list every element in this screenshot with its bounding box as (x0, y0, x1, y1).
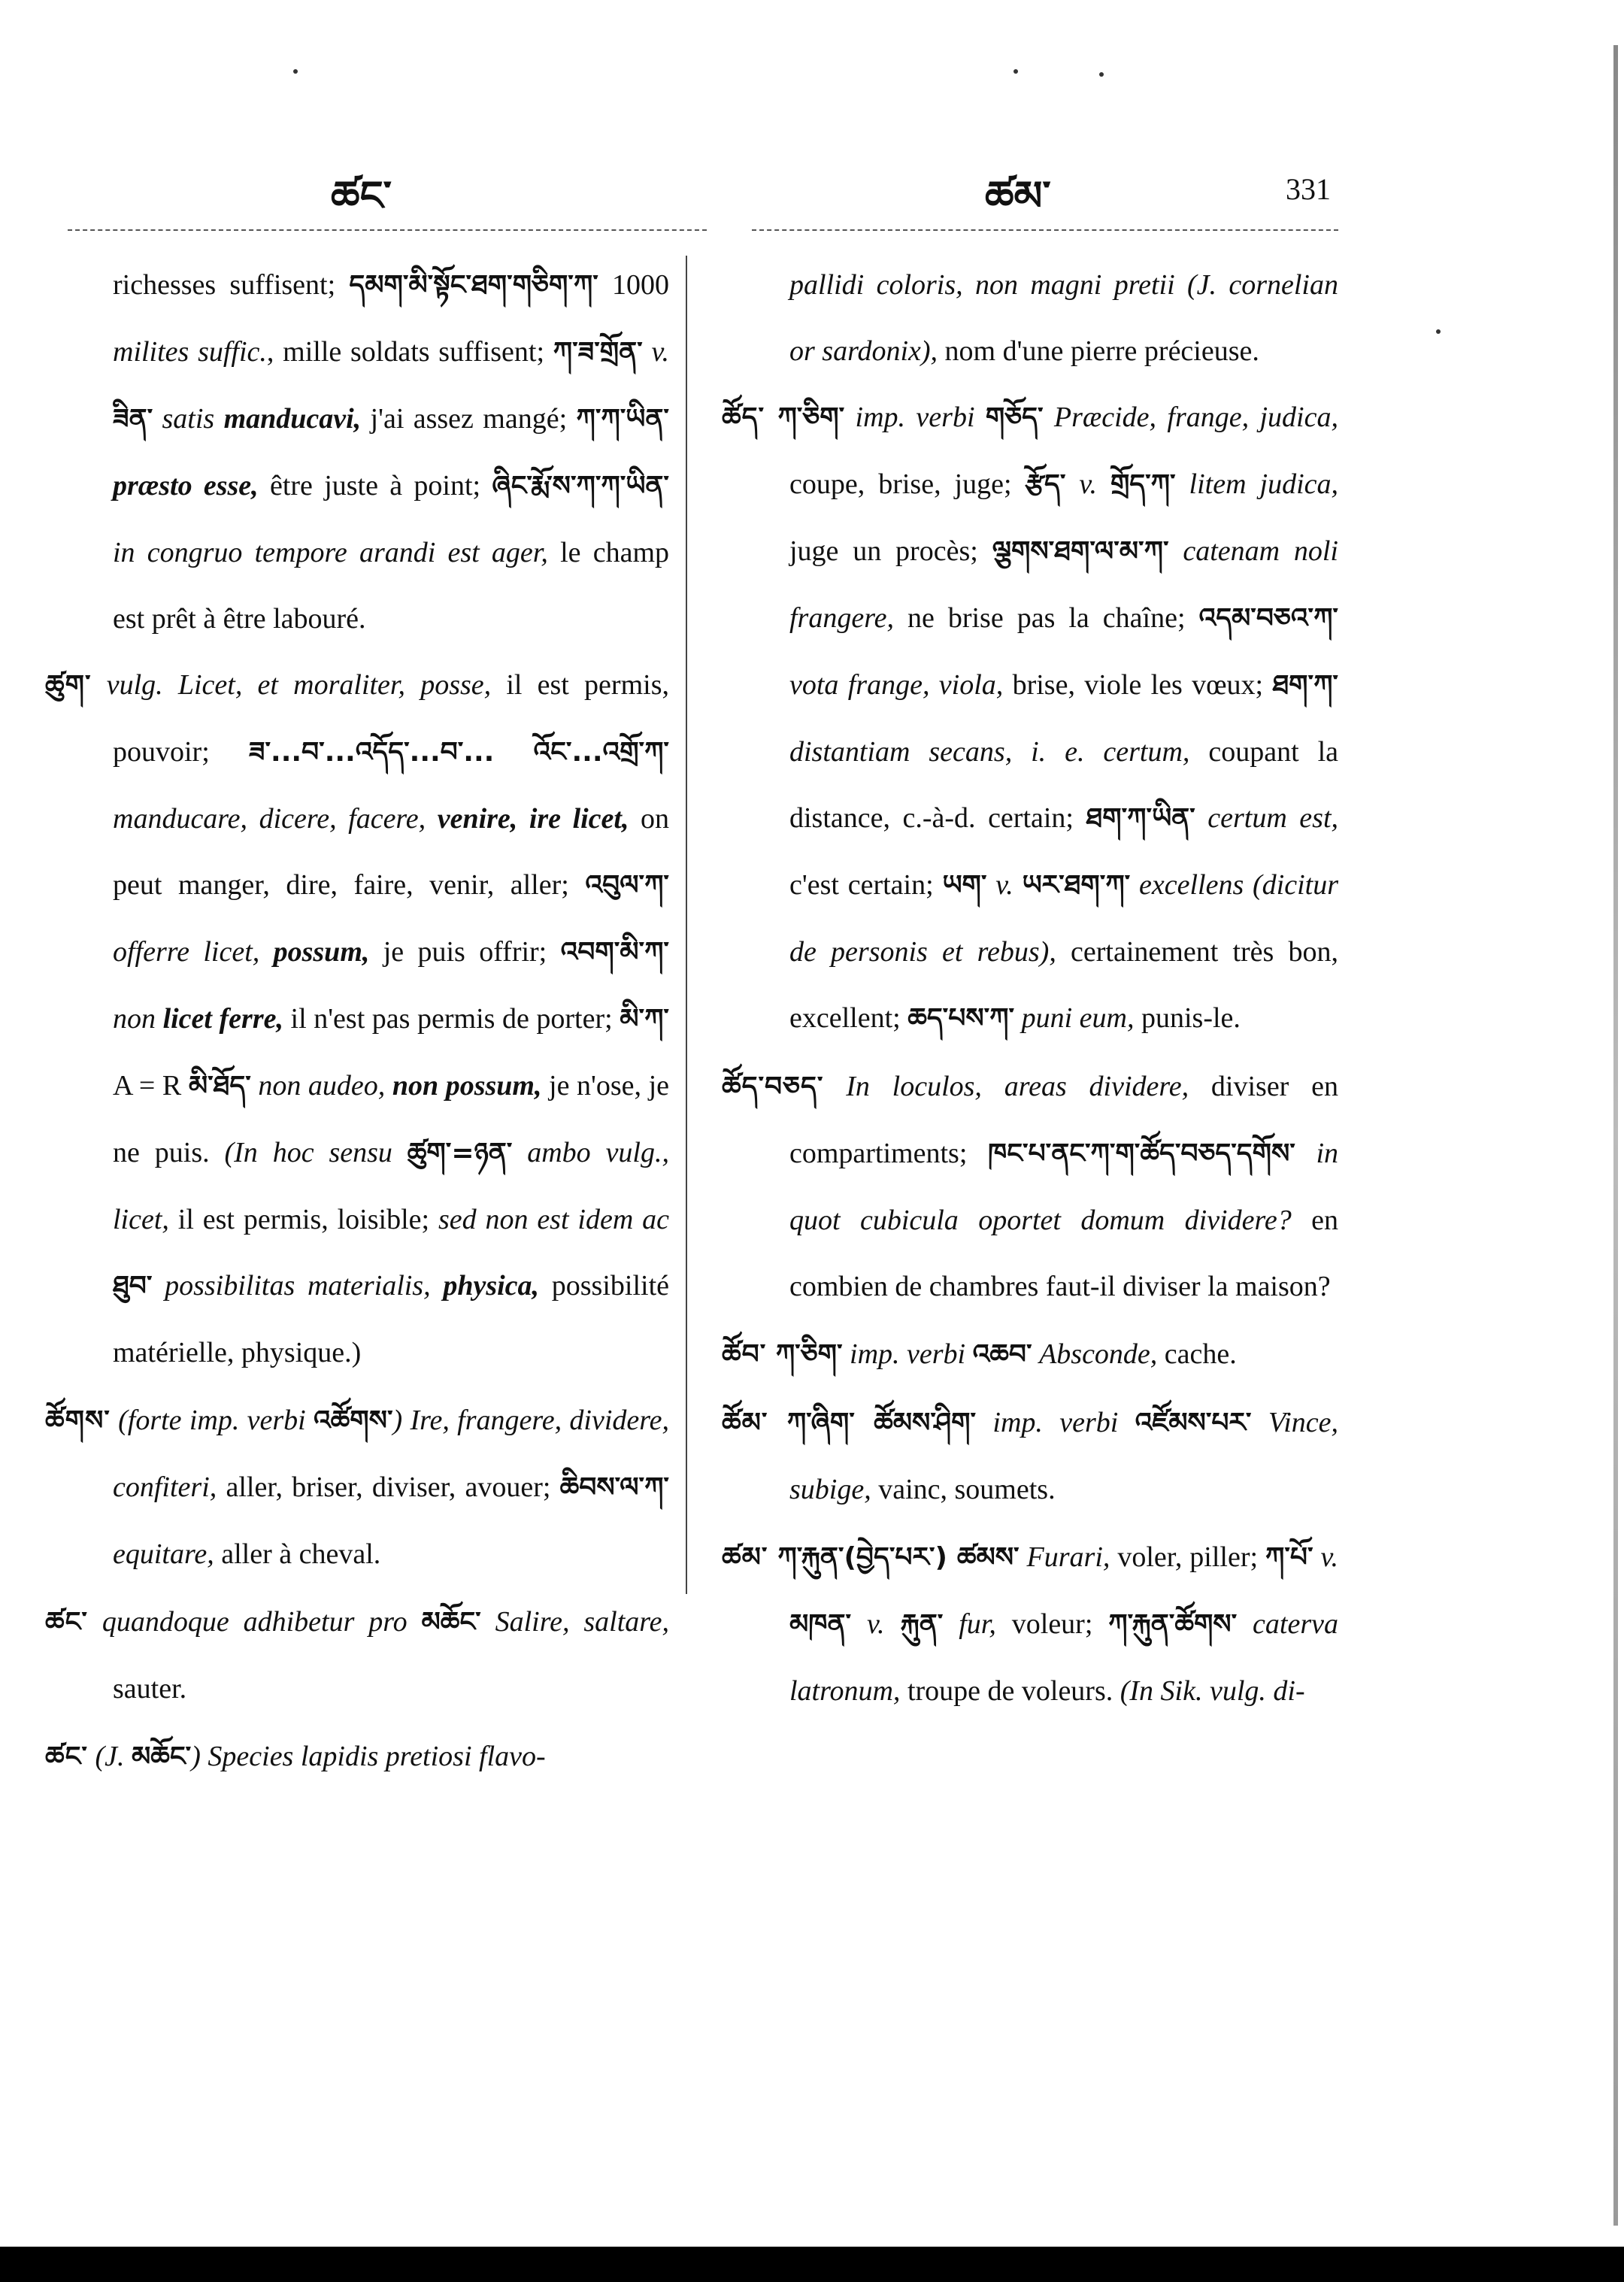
scan-speck (1436, 329, 1441, 334)
tibetan-text: འཚོགས་ (314, 1405, 393, 1436)
entry-headword: ཚོད་ (722, 402, 765, 433)
tibetan-text: ཀ་ཅིག་ (766, 1339, 843, 1370)
entry-headword: ཚོད་བཅད་ (722, 1071, 824, 1102)
tibetan-text: ཁང་པ་ནང་ཀ་ག་ཚོད་བཅད་དགོས་ (988, 1138, 1295, 1169)
tibetan-text: ཞིང་རྨོ་ས་ཀ་ཀ་ཡིན་ (492, 471, 669, 502)
entry-headword: ཚོབ་ (722, 1339, 767, 1370)
tibetan-text: ཡག་ (942, 870, 987, 901)
tibetan-text: ཐག་ཀ་ཡིན་ (1086, 803, 1195, 834)
tibetan-text: ཆད་པས་ཀ་ (907, 1003, 1015, 1034)
tibetan-text: མི་ཐོད་ (188, 1071, 251, 1102)
entry-headword: ཚོམ་ (722, 1408, 768, 1438)
dictionary-entry: ཚོད་ ཀ་ཅིག་ imp. verbi གཅོད་ Præcide, frange, judica, coupe, brise, juge; རྩོད་ v. གྲོད་ཀ་ litem judica, juge un procès; ལྕགས་ཐག་ལ་མ་ཀ་ catenam noli frangere, ne brise pas la chaîne; འདམ་བཅའ་ཀ་ vota frange, viola, brise, viole les vœux; ཐག་ཀ་ distantiam secans, i. e. certum, coupant la distance, c.-à-d. certain; ཐག་ཀ་ཡིན་ certum est, c'est certain; ཡག་ v. ཡར་ཐག་ཀ་ excellens (dicitur de personis et rebus), certainement très bon, excellent; ཆད་པས་ཀ་ puni eum, punis-le. (722, 402, 1339, 1034)
header-rule-right (752, 229, 1338, 231)
tibetan-text: རྐུན་ (900, 1609, 944, 1640)
scan-speck (1099, 72, 1104, 77)
tibetan-text: ཐུབ་ (113, 1271, 153, 1302)
tibetan-text: ཀ་པོ་ (1265, 1542, 1313, 1573)
scan-bottom-border (0, 2247, 1624, 2282)
tibetan-text: འབུལ་ཀ་ (585, 870, 669, 901)
tibetan-text: རྩོད་ (1025, 469, 1066, 500)
dictionary-entry: ཚུག་ vulg. Licet, et moraliter, posse, il est permis, pouvoir; ཟ་...བ་...འདོད་...བ་... འོང་...འགྲོ་ཀ་ manducare, dicere, facere, venire, ire licet, on peut manger, dire, faire, venir, aller; འབུལ་ཀ་ offerre licet, possum, je puis offrir; འབག་མི་ཀ་ non licet ferre, il n'est pas permis de porter; མི་ཀ་ A = R མི་ཐོད་ non audeo, non possum, je n'ose, je ne puis. (In hoc sensu ཚུག་=ཉན་ ambo vulg., licet, il est permis, loisible; sed non est idem ac ཐུབ་ possibilitas materialis, physica, possibilité matérielle, physique.) (45, 669, 670, 1368)
left-column (45, 252, 669, 1792)
entry-headword: ཚོགས་ (45, 1405, 111, 1436)
tibetan-text: ཀ་རྐུན་ཚོགས་ (1108, 1609, 1238, 1640)
header-rule-left (68, 229, 707, 231)
tibetan-text: ཐག་ཀ་ (1272, 670, 1338, 701)
left-running-headword: ཚང་ (331, 171, 392, 220)
dictionary-entry: ཚང་ (J. མཆོང་) Species lapidis pretiosi flavo- (45, 1741, 546, 1772)
dictionary-entry: ཚོམ་ ཀ་ཞིག་ ཚོམས་ཤིག་ imp. verbi འཛོམས་པར་ Vince, subige, vainc, soumets. (722, 1407, 1339, 1505)
tibetan-text: དམག་མི་སྟོང་ཐག་གཅིག་ཀ་ (349, 270, 598, 301)
tibetan-text: གྲོད་ཀ་ (1110, 469, 1176, 500)
tibetan-text: འོང་...འགྲོ་ཀ་ (533, 737, 669, 768)
dictionary-entry: ཚོགས་ (forte imp. verbi འཚོགས་) Ire, frangere, dividere, confiteri, aller, briser, diviser, avouer; ཆིབས་ལ་ཀ་ equitare, aller à cheval. (45, 1405, 669, 1570)
tibetan-text: མཆོང་ (132, 1741, 192, 1772)
scan-speck (1013, 69, 1018, 74)
page-number: 331 (1286, 172, 1331, 206)
tibetan-text: ཡར་ཐག་ཀ་ (1022, 870, 1131, 901)
tibetan-text: མཁན་ (789, 1609, 852, 1640)
column-separator (686, 256, 687, 1594)
right-running-headword: ཚམ་ (985, 171, 1051, 220)
tibetan-text: འབག་མི་ཀ་ (560, 937, 669, 968)
tibetan-text: ཀ་ཅིག་ (765, 402, 845, 433)
dictionary-entry: ཚོབ་ ཀ་ཅིག་ imp. verbi འཆབ་ Absconde, cache. (722, 1338, 1237, 1370)
entry-headword: ཚང་ (45, 1741, 88, 1772)
dictionary-entry: ཚོད་བཅད་ In loculos, areas dividere, diviser en compartiments; ཁང་པ་ནང་ཀ་ག་ཚོད་བཅད་དགོས་ in quot cubicula oportet domum dividere? en combien de chambres faut-il diviser la maison? (722, 1071, 1339, 1302)
scan-speck (293, 69, 298, 74)
tibetan-text: མཆོང་ (421, 1607, 481, 1638)
page-edge-shadow (1613, 45, 1618, 2226)
entry-headword: ཚུག་ (45, 670, 92, 701)
tibetan-text: ཀ་རྐུན་(བྱེད་པར་) ཚམས་ (768, 1542, 1020, 1573)
tibetan-text: འཆབ་ (972, 1339, 1032, 1370)
tibetan-text: ཟ་...བ་...འདོད་...བ་... (248, 737, 495, 768)
tibetan-text: ཀ་ཀ་ཡིན་ (576, 404, 669, 435)
dictionary-entry: ཚང་ quandoque adhibetur pro མཆོང་ Salire, saltare, sauter. (45, 1606, 669, 1705)
tibetan-text: འཛོམས་པར་ (1135, 1408, 1252, 1438)
tibetan-text: ཆིབས་ལ་ཀ་ (559, 1472, 669, 1503)
dictionary-entry: ཚམ་ ཀ་རྐུན་(བྱེད་པར་) ཚམས་ Furari, voler, piller; ཀ་པོ་ v. མཁན་ v. རྐུན་ fur, voleur; ཀ་རྐུན་ཚོགས་ caterva latronum, troupe de voleurs. (In Sik. vulg. di- (722, 1541, 1338, 1707)
page-header (0, 150, 1624, 220)
tibetan-text: ཀ་ཟ་གྲོན་ (553, 337, 643, 368)
right-column (722, 252, 1338, 1726)
entry-headword: ཚང་ (45, 1607, 88, 1638)
tibetan-text: མི་ཀ་ (620, 1004, 669, 1035)
tibetan-text: ཟིན་ (113, 404, 153, 435)
tibetan-text: གཅོད་ (985, 402, 1044, 433)
entry-continuation: richesses suffisent; དམག་མི་སྟོང་ཐག་གཅིག་ཀ་ 1000 milites suffic., mille soldats suffisent; ཀ་ཟ་གྲོན་ v. ཟིན་ satis manducavi, j'ai assez mangé; ཀ་ཀ་ཡིན་ præsto esse, être juste à point; ཞིང་རྨོ་ས་ཀ་ཀ་ཡིན་ in congruo tempore arandi est ager, le champ est prêt à être labouré. (113, 269, 670, 635)
entry-headword: ཚམ་ (722, 1542, 768, 1573)
tibetan-text: འདམ་བཅའ་ཀ་ (1198, 603, 1338, 634)
tibetan-text: ལྕགས་ཐག་ལ་མ་ཀ་ (992, 536, 1169, 567)
entry-continuation: pallidi coloris, non magni pretii (J. cornelian or sardonix), nom d'une pierre précieuse. (789, 269, 1338, 367)
tibetan-text: ཚུག་=ཉན་ (407, 1138, 513, 1168)
tibetan-text: ཀ་ཞིག་ ཚོམས་ཤིག་ (768, 1408, 977, 1438)
